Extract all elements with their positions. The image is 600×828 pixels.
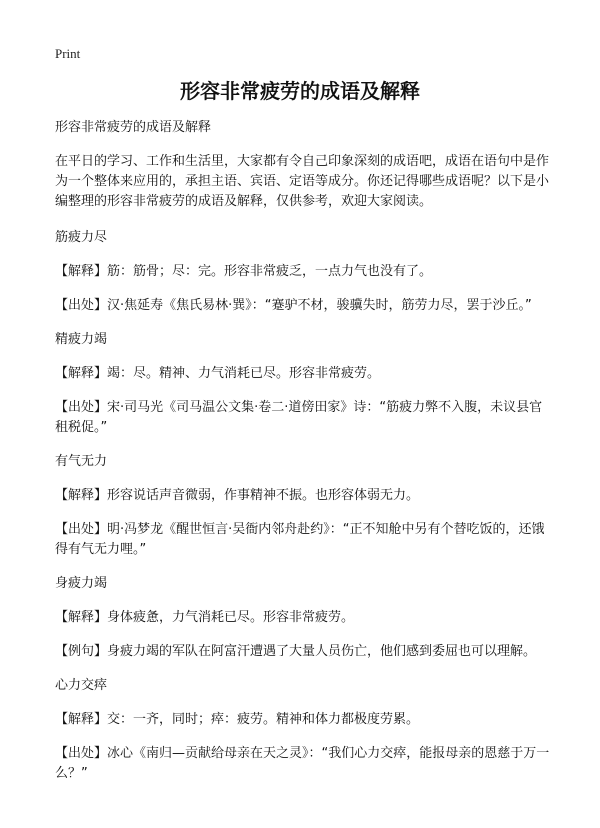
page-title: 形容非常疲劳的成语及解释 [180, 79, 420, 103]
idiom-source: 【出处】冰心《南归—贡献给母亲在天之灵》：“我们心力交瘁，能报母亲的恩慈于万一么？” [55, 746, 550, 781]
idiom-heading: 筋疲力尽 [55, 230, 108, 245]
idiom-heading: 精疲力竭 [55, 332, 108, 347]
idiom-explanation: 【解释】竭：尽。精神、力气消耗已尽。形容非常疲劳。 [55, 366, 381, 381]
idiom-explanation: 【解释】交：一齐，同时；瘁：疲劳。精神和体力都极度劳累。 [55, 712, 420, 727]
idiom-heading: 心力交瘁 [55, 678, 108, 693]
idiom-source: 【出处】明·冯梦龙《醒世恒言·吴衙内邻舟赴约》：“正不知舱中另有个替吃饭的，还饿得有气无力哩。” [55, 522, 545, 557]
idiom-explanation: 【解释】筋：筋骨；尽：完。形容非常疲乏，一点力气也没有了。 [55, 264, 433, 279]
intro-paragraph: 在平日的学习、工作和生活里，大家都有令自己印象深刻的成语吧，成语在语句中是作为一个整体来应用的，承担主语、宾语、定语等成分。你还记得哪些成语呢？以下是小编整理的形容非常疲劳的成语及解释，仅供参考，欢迎大家阅读。 [55, 154, 550, 209]
idiom-source: 【出处】宋·司马光《司马温公文集·卷二·道傍田家》诗：“筋疲力弊不入腹，未议县官租税促。” [55, 400, 543, 435]
article-subtitle: 形容非常疲劳的成语及解释 [55, 120, 212, 135]
idiom-explanation: 【解释】身体疲惫，力气消耗已尽。形容非常疲劳。 [55, 610, 355, 625]
idiom-source: 【出处】汉·焦延寿《焦氏易林·巽》：“蹇驴不材，骏骥失时，筋劳力尽，罢于沙丘。” [55, 298, 532, 313]
idiom-example: 【例句】身疲力竭的军队在阿富汗遭遇了大量人员伤亡，他们感到委屈也可以理解。 [55, 644, 537, 659]
idiom-heading: 身疲力竭 [55, 576, 108, 591]
idiom-explanation: 【解释】形容说话声音微弱，作事精神不振。也形容体弱无力。 [55, 488, 420, 503]
idiom-heading: 有气无力 [55, 454, 108, 469]
print-link[interactable]: Print [55, 46, 81, 61]
article-body [55, 118, 555, 798]
